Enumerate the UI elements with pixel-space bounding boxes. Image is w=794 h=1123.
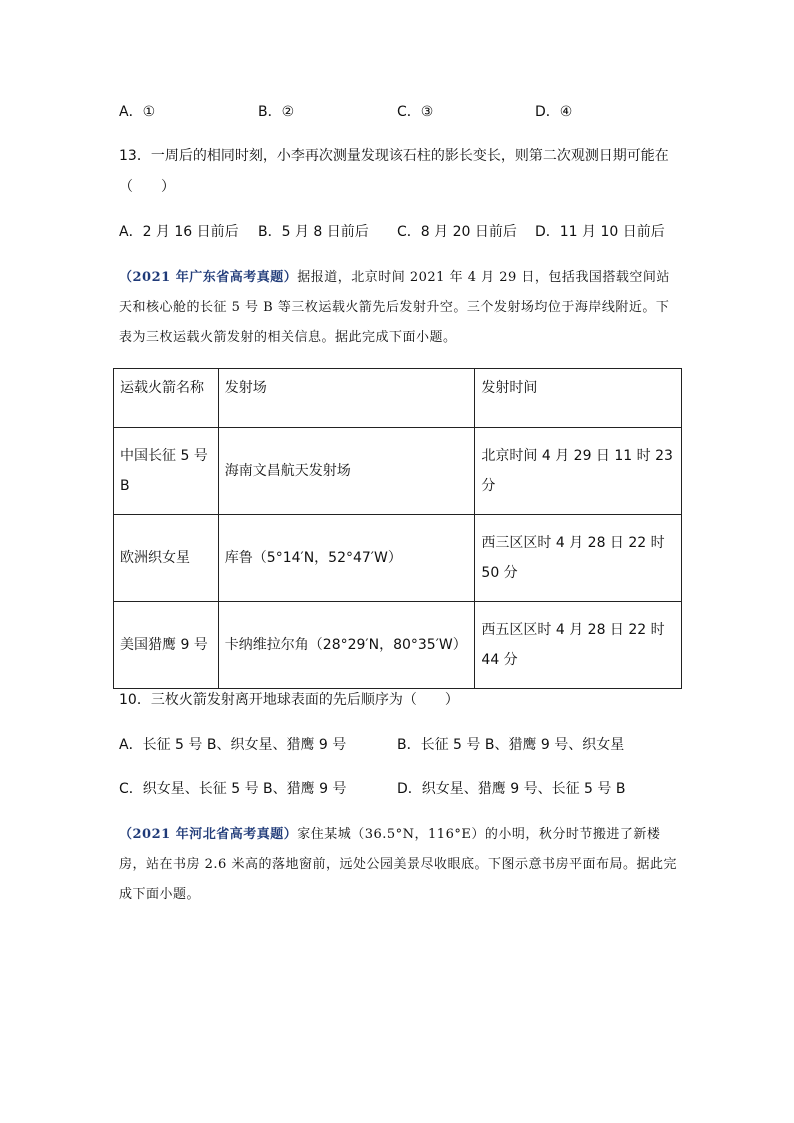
passage-guangdong [119,263,679,353]
table-cell-rocket: 中国长征 5 号 B [114,428,219,515]
table-row [114,428,682,515]
rocket-launch-table [113,368,682,689]
q12-option-c: C．③ [397,104,434,120]
q13-stem: 13．一周后的相同时刻，小李再次测量发现该石柱的影长变长，则第二次观测日期可能在 [119,148,669,164]
q12-option-d: D．④ [535,104,573,120]
q10-option-a: A．长征 5 号 B、织女星、猎鹰 9 号 [119,737,347,753]
table-cell-rocket: 欧洲织女星 [114,515,219,602]
table-cell-time: 西三区区时 4 月 28 日 22 时 50 分 [475,515,682,602]
table-row [114,515,682,602]
q13-option-c: C．8 月 20 日前后 [397,224,517,240]
q10-option-b: B．长征 5 号 B、猎鹰 9 号、织女星 [397,737,625,753]
q12-option-a: A．① [119,104,156,120]
passage-guangdong-text: 据报道，北京时间 2021 年 4 月 29 日，包括我国搭载空间站天和核心舱的长征 5 号 B 等三枚运载火箭先后发射升空。三个发射场均位于海岸线附近。下表为三枚运载火箭发射的相关信息。据此完成下面小题。 [119,270,670,345]
table-header-row [114,369,682,428]
table-header-time: 发射时间 [475,369,682,428]
table-row [114,602,682,689]
table-header-rocket: 运载火箭名称 [114,369,219,428]
table-cell-site: 库鲁（5°14′N，52°47′W） [218,515,475,602]
passage-guangdong-source: （2021 年广东省高考真题） [119,270,298,285]
q10-option-d: D．织女星、猎鹰 9 号、长征 5 号 B [397,781,626,797]
q10-stem: 10．三枚火箭发射离开地球表面的先后顺序为（ ） [119,692,459,708]
passage-hebei-text: 家住某城（36.5°N，116°E）的小明，秋分时节搬进了新楼房，站在书房 2.6 米高的落地窗前，远处公园美景尽收眼底。下图示意书房平面布局。据此完成下面小题。 [119,827,677,902]
q13-option-b: B．5 月 8 日前后 [258,224,369,240]
q10-option-c: C．织女星、长征 5 号 B、猎鹰 9 号 [119,781,347,797]
table-cell-site: 海南文昌航天发射场 [218,428,475,515]
table-cell-time: 西五区区时 4 月 28 日 22 时 44 分 [475,602,682,689]
table-header-site: 发射场 [218,369,475,428]
q13-blank: （ ） [119,179,175,195]
passage-hebei-source: （2021 年河北省高考真题） [119,827,298,842]
q13-option-d: D．11 月 10 日前后 [535,224,665,240]
table-cell-site: 卡纳维拉尔角（28°29′N，80°35′W） [218,602,475,689]
table-cell-time: 北京时间 4 月 29 日 11 时 23 分 [475,428,682,515]
table-cell-rocket: 美国猎鹰 9 号 [114,602,219,689]
q12-option-b: B．② [258,104,295,120]
passage-hebei [119,820,679,910]
q13-option-a: A．2 月 16 日前后 [119,224,239,240]
